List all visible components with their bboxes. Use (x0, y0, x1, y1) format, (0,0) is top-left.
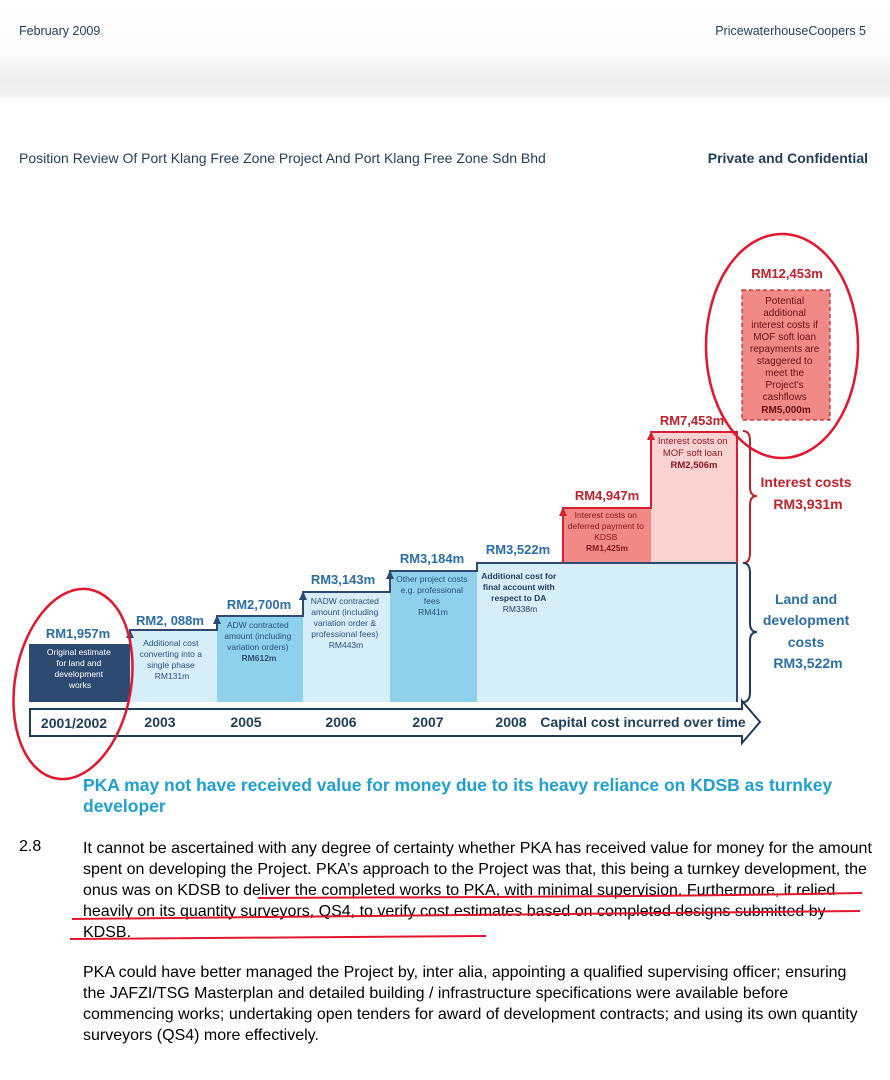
paragraph-2-8: It cannot be ascertained with any degree of certainty whether PKA has received value for money for the amount spent on developing the Project. PKA’s approach to the Project was that, this being a turnkey development, the onus was on KDSB to deliver the completed works to PKA, with minimal supervision. Furthermore, it relied heavily on its quantity surveyors, QS4, to verify cost estimates based on completed designs submitted by KDSB. (83, 840, 872, 941)
document-title: Position Review Of Port Klang Free Zone Project And Port Klang Free Zone Sdn Bhd (19, 150, 546, 166)
note-2005: ADW contracted amount (including variation orders) RM612m (224, 620, 292, 663)
value-label-2003: RM2, 088m (136, 613, 204, 628)
value-label-2007: RM3,184m (399, 551, 465, 566)
land-brace (743, 563, 757, 702)
year-label-2006: 2006 (325, 714, 357, 730)
year-label-2005: 2005 (230, 714, 262, 730)
paragraph-number: 2.8 (19, 838, 42, 855)
underline-3 (70, 936, 486, 939)
axis-label: Capital cost incurred over time (540, 714, 746, 730)
note-2001-2002: Original estimate for land and development works (46, 647, 111, 690)
note-2007: Other project costs e.g. professional fees RM41m (396, 574, 468, 617)
header-firm-page: PricewaterhouseCoopers 5 (715, 24, 866, 38)
year-label-2001-2002: 2001/2002 (40, 715, 108, 731)
interest-costs-label: Interest costs RM3,931m (760, 474, 852, 512)
value-label-kdsb: RM4,947m (574, 488, 640, 503)
section-heading: PKA may not have received value for money due to its heavy reliance on KDSB as turnkey developer (83, 775, 833, 816)
year-label-2008: 2008 (495, 714, 527, 730)
note-mof: Interest costs on MOF soft loan RM2,506m (657, 436, 728, 471)
note-2003: Additional cost converting into a single phase RM131m (139, 638, 202, 681)
underline-annotations (0, 880, 890, 940)
year-label-2003: 2003 (144, 714, 176, 730)
value-label-potential: RM12,453m (751, 266, 823, 281)
note-2006: NADW contracted amount (including variation order & professional fees) RM443m (310, 596, 379, 650)
value-label-mof: RM7,453m (659, 413, 725, 428)
value-label-2008: RM3,522m (485, 542, 551, 557)
confidential-label: Private and Confidential (707, 150, 868, 166)
value-label-2001-2002: RM1,957m (45, 626, 111, 641)
note-kdsb: Interest costs on deferred payment to KDSB RM1,425m (567, 510, 644, 553)
note-potential: Potential additional interest costs if MOF soft loan repayments are staggered to meet the Project’s cashflows RM5,000m (749, 296, 820, 416)
note-2008: Additional cost for final account with respect to DA RM338m (481, 571, 557, 614)
header-date: February 2009 (19, 24, 101, 38)
year-label-2007: 2007 (412, 714, 444, 730)
value-label-2005: RM2,700m (226, 597, 292, 612)
value-label-2006: RM3,143m (310, 572, 376, 587)
underline-1 (258, 893, 862, 898)
underline-2 (72, 911, 860, 919)
land-costs-label: Land and development costs RM3,522m (762, 591, 850, 671)
paragraph-recommendations: PKA could have better managed the Project by, inter alia, appointing a qualified supervising officer; ensuring the JAFZI/TSG Masterplan and detailed building / infrastructure specifications were available before commencing works; undertaking open tenders for award of development contracts; and using its own quantity surveyors (QS4) more effectively. (83, 964, 858, 1044)
